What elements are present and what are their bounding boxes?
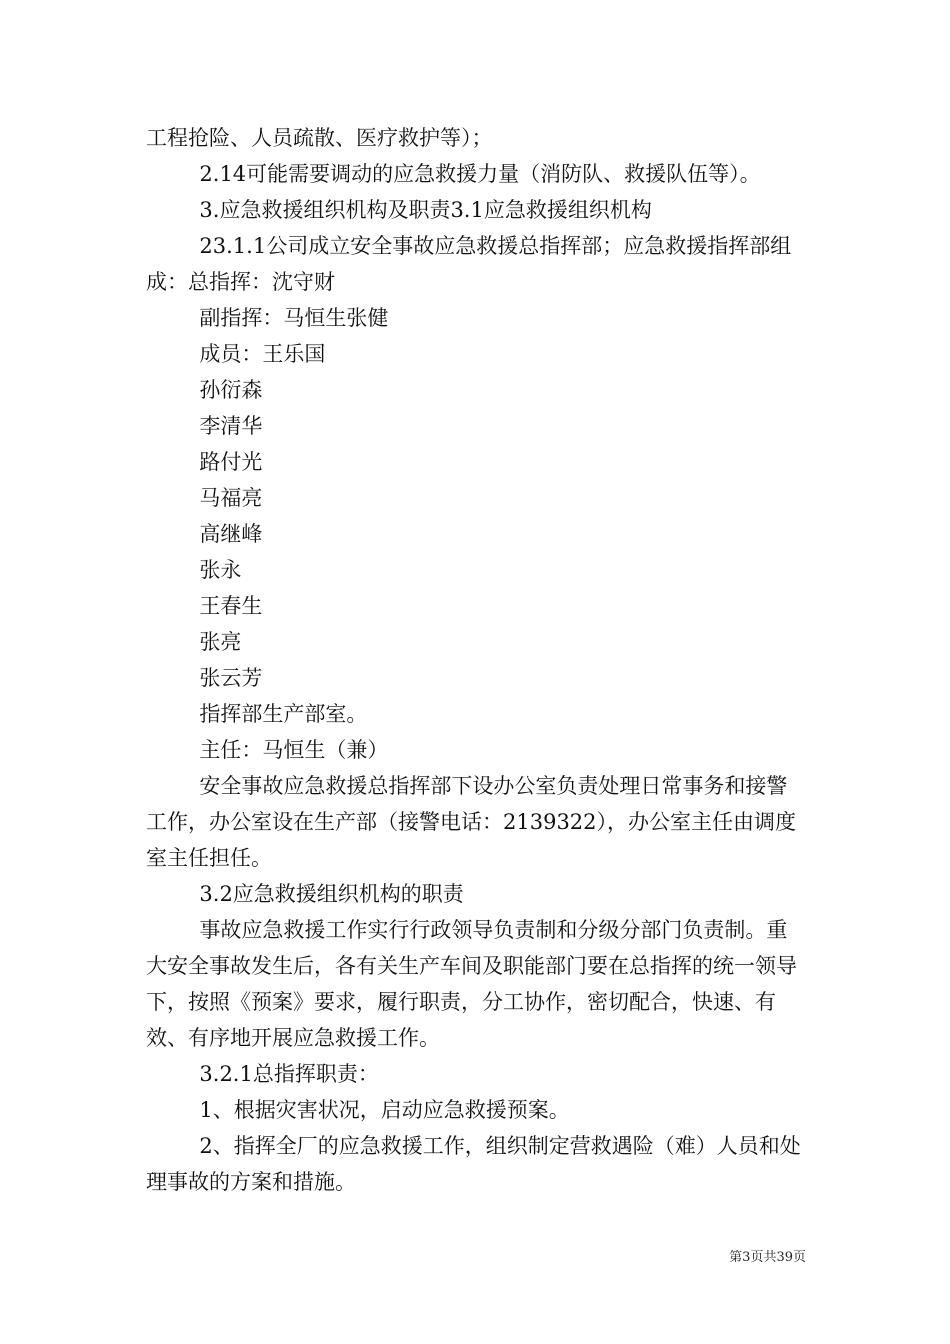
paragraph-18: 安全事故应急救援总指挥部下设办公室负责处理日常事务和接警工作，办公室设在生产部（接警电话：2139322），办公室主任由调度室主任担任。 bbox=[146, 774, 797, 870]
paragraph-16: 指挥部生产部室。 bbox=[146, 702, 368, 726]
paragraph-11: 高继峰 bbox=[146, 522, 263, 546]
paragraph-20: 事故应急救援工作实行行政领导负责制和分级分部门负责制。重大安全事故发生后，各有关生产车间及职能部门要在总指挥的统一领导下，按照《预案》要求，履行职责，分工协作，密切配合，快速、有效、有序地开展应急救援工作。 bbox=[146, 918, 797, 1050]
paragraph-23: 2、指挥全厂的应急救援工作，组织制定营救遇险（难）人员和处理事故的方案和措施。 bbox=[146, 1134, 801, 1194]
paragraph-3: 3.应急救援组织机构及职责3.1应急救援组织机构 bbox=[146, 198, 652, 222]
paragraph-21: 3.2.1总指挥职责： bbox=[146, 1062, 379, 1086]
paragraph-22: 1、根据灾害状况，启动应急救援预案。 bbox=[146, 1098, 570, 1122]
paragraph-2: 2.14可能需要调动的应急救援力量（消防队、救援队伍等）。 bbox=[146, 162, 761, 186]
paragraph-1: 工程抢险、人员疏散、医疗救护等）； bbox=[146, 126, 493, 150]
paragraph-6: 成员：王乐国 bbox=[146, 342, 326, 366]
paragraph-17: 主任：马恒生（兼） bbox=[146, 738, 389, 762]
paragraph-19: 3.2应急救援组织机构的职责 bbox=[146, 882, 464, 906]
paragraph-14: 张亮 bbox=[146, 630, 242, 654]
paragraph-4: 23.1.1公司成立安全事故应急救援总指挥部；应急救援指挥部组成：总指挥：沈守财 bbox=[146, 234, 792, 294]
page-number-footer: 第3页共39页 bbox=[729, 1250, 806, 1265]
paragraph-10: 马福亮 bbox=[146, 486, 263, 510]
paragraph-15: 张云芳 bbox=[146, 666, 263, 690]
paragraph-7: 孙衍森 bbox=[146, 378, 263, 402]
paragraph-9: 路付光 bbox=[146, 450, 263, 474]
paragraph-5: 副指挥：马恒生张健 bbox=[146, 306, 389, 330]
paragraph-12: 张永 bbox=[146, 558, 242, 582]
paragraph-8: 李清华 bbox=[146, 414, 263, 438]
paragraph-13: 王春生 bbox=[146, 594, 263, 618]
